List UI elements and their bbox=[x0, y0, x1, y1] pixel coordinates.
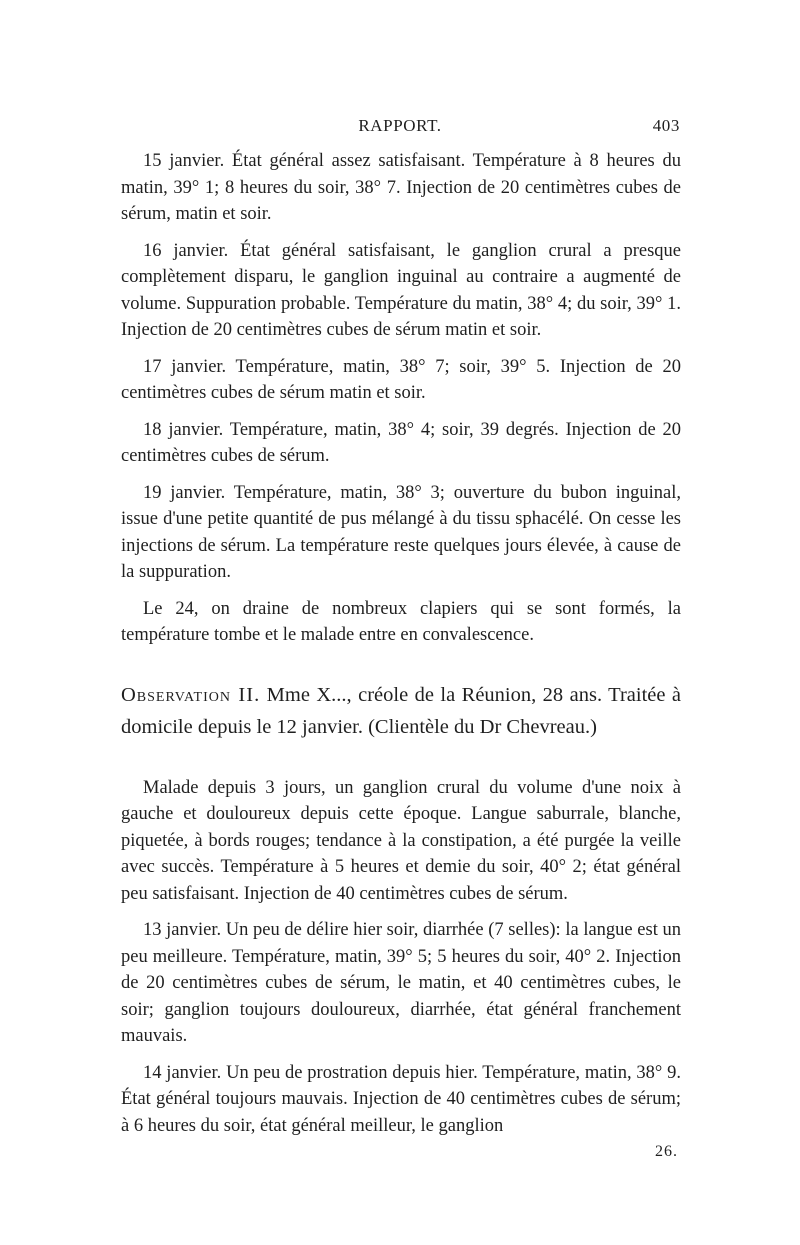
observation-label: Observation II. bbox=[121, 683, 261, 706]
paragraph-admission: Malade depuis 3 jours, un ganglion crural du volume d'une noix à gauche et douloureux depuis cette époque. Langue saburrale, blanche, piquetée, à bords rouges; tendance à la constipation, a été purgée la veille avec succès. Température à 5 heures et demie du soir, 40° 2; état général peu satisfaisant. Injection de 40 centimètres cubes de sérum. bbox=[121, 777, 681, 904]
paragraph-jan-19: 19 janvier. Température, matin, 38° 3; ouverture du bubon inguinal, issue d'une petite quantité de pus mélangé à du tissu sphacélé. On cesse les injections de sérum. La température reste quelques jours élevée, à cause de la suppuration. bbox=[121, 482, 681, 582]
running-head bbox=[120, 116, 680, 140]
paragraph-jan-13: 13 janvier. Un peu de délire hier soir, diarrhée (7 selles): la langue est un peu meilleure. Température, matin, 39° 5; 5 heures du soir, 40° 2. Injection de 20 centimètres cubes de sérum, le matin, et 40 centimètres cubes, le soir; ganglion toujours douloureux, diarrhée, état général franchement mauvais. bbox=[121, 920, 681, 1046]
observation-intro: Mme X..., créole de la Réunion, 28 ans. Traitée à domicile depuis le 12 janvier. (Clientèle du Dr Chevreau.) bbox=[121, 683, 681, 738]
page-number: 403 bbox=[652, 116, 680, 135]
body-text bbox=[121, 148, 681, 1149]
running-title: RAPPORT. bbox=[358, 116, 442, 135]
paragraph-jan-18: 18 janvier. Température, matin, 38° 4; soir, 39 degrés. Injection de 20 centimètres cubes de sérum. bbox=[121, 419, 681, 466]
paragraph-jan-17: 17 janvier. Température, matin, 38° 7; soir, 39° 5. Injection de 20 centimètres cubes de sérum matin et soir. bbox=[121, 356, 681, 403]
paragraph-jan-24: Le 24, on draine de nombreux clapiers qui se sont formés, la température tombe et le malade entre en convalescence. bbox=[121, 598, 681, 645]
paragraph-jan-15: 15 janvier. État général assez satisfaisant. Température à 8 heures du matin, 39° 1; 8 heures du soir, 38° 7. Injection de 20 centimètres cubes de sérum, matin et soir. bbox=[121, 151, 681, 224]
signature-mark: 26. bbox=[655, 1143, 678, 1160]
paragraph-jan-16: 16 janvier. État général satisfaisant, le ganglion crural a presque complètement disparu, le ganglion inguinal au contraire a augmenté de volume. Suppuration probable. Température du matin, 38° 4; du soir, 39° 1. Injection de 20 centimètres cubes de sérum matin et soir. bbox=[121, 240, 681, 340]
paragraph-jan-14: 14 janvier. Un peu de prostration depuis hier. Température, matin, 38° 9. État général toujours mauvais. Injection de 40 centimètres cubes de sérum; à 6 heures du soir, état général meilleur, le ganglion bbox=[121, 1062, 681, 1136]
observation-heading bbox=[121, 679, 681, 743]
